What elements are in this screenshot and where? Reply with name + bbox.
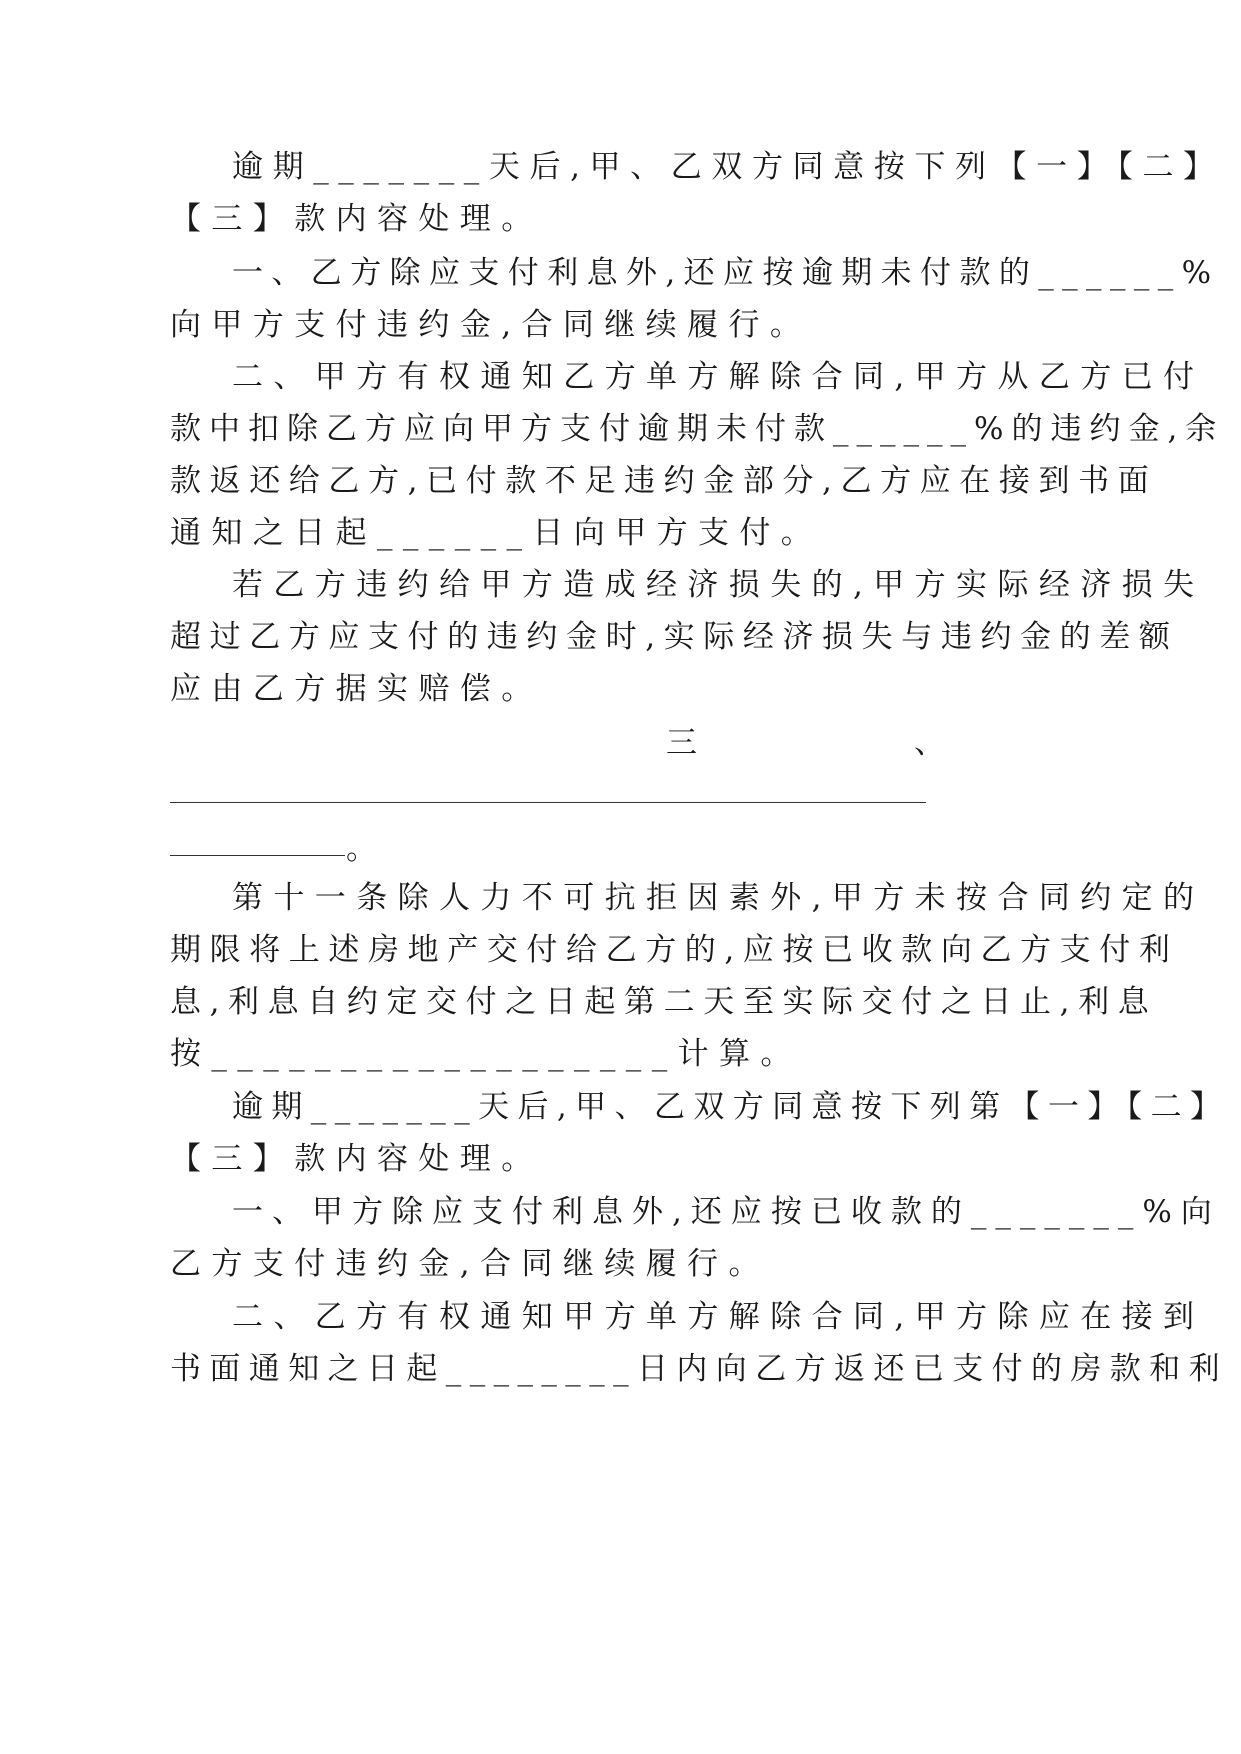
paragraph-line: [0, 357, 1241, 397]
blank-fill-line: [170, 802, 926, 803]
paragraph-line: [0, 1192, 1241, 1232]
line-text: 乙方支付违约金,合同继续履行。: [170, 1246, 770, 1282]
line-text: 若乙方违约给甲方造成经济损失的,甲方实际经济损失: [232, 567, 1205, 603]
line-text: 向甲方支付违约金,合同继续履行。: [170, 307, 812, 343]
line-text: 款中扣除乙方应向甲方支付逾期未付款______%的违约金,余: [170, 411, 1225, 447]
paragraph-line: [0, 1139, 1241, 1179]
paragraph-line: [0, 147, 1241, 187]
clause-number-text: 三: [666, 725, 708, 761]
line-text: 按__________________计算。: [170, 1036, 802, 1072]
blank-fill-line: [170, 855, 345, 856]
paragraph-line: [0, 253, 1241, 293]
line-text: 超过乙方应支付的违约金时,实际经济损失与违约金的差额: [170, 619, 1179, 655]
paragraph-line: [0, 669, 1241, 709]
line-text: 书面通知之日起________日内向乙方返还已支付的房款和利: [170, 1351, 1228, 1387]
paragraph-line: [0, 982, 1241, 1022]
clause-number: [666, 723, 707, 763]
paragraph-line: [0, 409, 1241, 449]
paragraph-line: [0, 1349, 1241, 1389]
paragraph-line: [0, 1297, 1241, 1337]
paragraph-line: [0, 1244, 1241, 1284]
paragraph-line: [0, 461, 1241, 501]
line-text: 二、乙方有权通知甲方单方解除合同,甲方除应在接到: [232, 1299, 1205, 1335]
paragraph-line: [0, 1087, 1241, 1127]
line-text: 二、甲方有权通知乙方单方解除合同,甲方从乙方已付: [232, 359, 1205, 395]
paragraph-line: [0, 305, 1241, 345]
line-text: 一、甲方除应支付利息外,还应按已收款的_______%向: [232, 1194, 1221, 1230]
line-text: 【三】款内容处理。: [170, 1141, 543, 1177]
paragraph-line: [0, 513, 1241, 553]
paragraph-line: [0, 1034, 1241, 1074]
line-text: 期限将上述房地产交付给乙方的,应按已收款向乙方支付利: [170, 932, 1179, 968]
paragraph-line: [0, 565, 1241, 605]
paragraph-line: [0, 930, 1241, 970]
line-text: 逾期_______天后,甲、乙双方同意按下列【一】【二】: [232, 149, 1224, 185]
line-text: 息,利息自约定交付之日起第二天至实际交付之日止,利息: [170, 984, 1158, 1020]
line-text: 通知之日起______日向甲方支付。: [170, 515, 823, 551]
paragraph-line: [0, 878, 1241, 918]
clause-separator: [914, 723, 955, 763]
clause-period-text: 。: [346, 831, 377, 867]
line-text: 一、乙方除应支付利息外,还应按逾期未付款的______%: [232, 255, 1220, 291]
line-text: 逾期_______天后,甲、乙双方同意按下列第【一】【二】: [232, 1089, 1230, 1125]
line-text: 款返还给乙方,已付款不足违约金部分,乙方应在接到书面: [170, 463, 1158, 499]
paragraph-line: [0, 617, 1241, 657]
clause-separator-text: 、: [914, 725, 956, 761]
clause-period: [346, 829, 377, 869]
paragraph-line: [0, 199, 1241, 239]
line-text: 【三】款内容处理。: [170, 201, 543, 237]
line-text: 应由乙方据实赔偿。: [170, 671, 543, 707]
line-text: 第十一条除人力不可抗拒因素外,甲方未按合同约定的: [232, 880, 1205, 916]
